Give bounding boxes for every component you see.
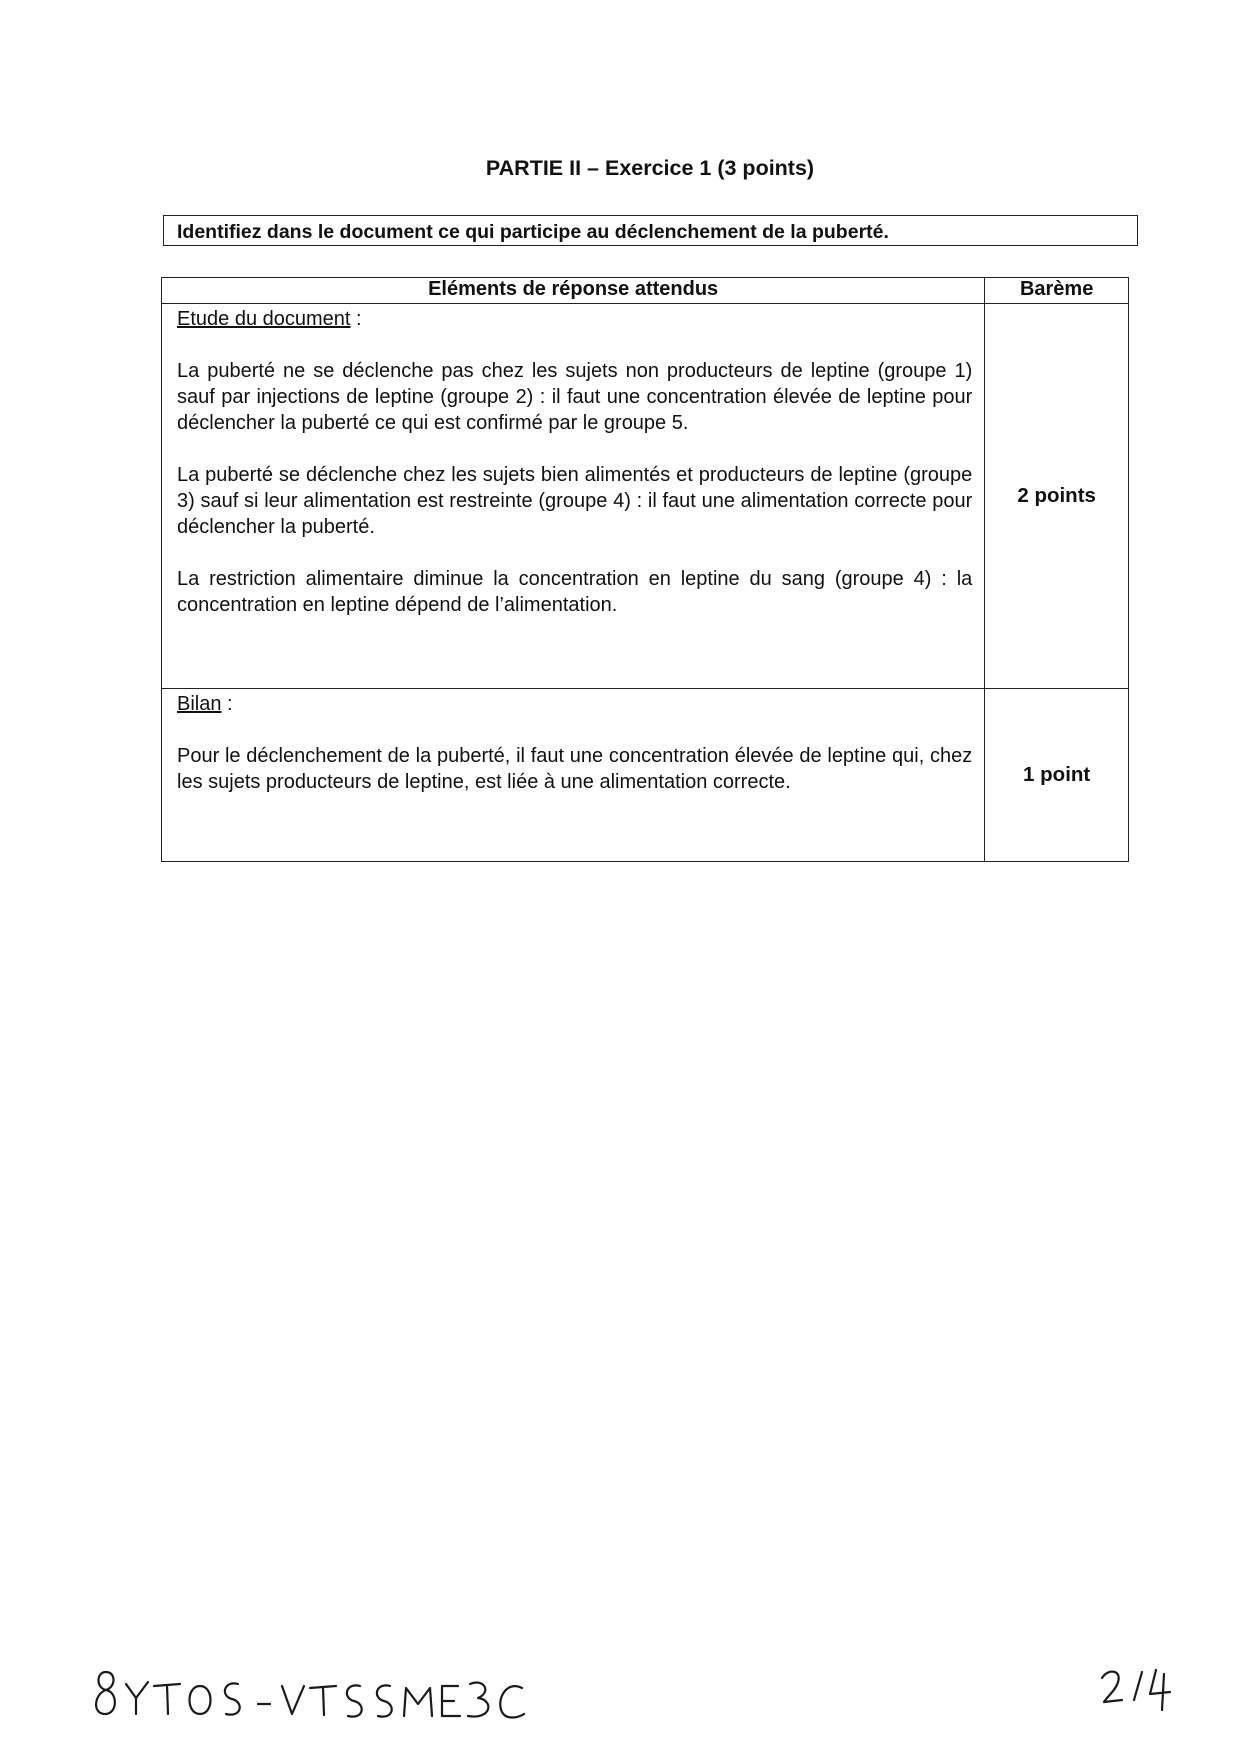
etude-heading-suffix: : [350,308,362,330]
etude-score: 2 points [985,304,1129,689]
bilan-score: 1 point [985,689,1129,862]
etude-paragraph-2: La puberté se déclenche chez les sujets bien alimentés et producteurs de leptine (groupe 3) sauf si leur alimentation est restreinte (groupe 4) : il faut une alimentation correcte pour déclencher la puberté. [177,464,973,538]
etude-heading-line [177,306,972,332]
instruction-text: Identifiez dans le document ce qui participe au déclenchement de la puberté. [177,221,889,243]
header-elements: Eléments de réponse attendus [162,278,985,304]
bilan-heading-line [177,691,972,717]
etude-heading: Etude du document [177,308,351,330]
table-row-bilan [162,689,1129,862]
bilan-heading: Bilan [177,693,222,715]
header-bareme: Barème [985,278,1129,304]
instruction-box [163,215,1138,246]
handwritten-page-number [1098,1660,1178,1720]
table-header-row [162,278,1129,304]
page-title: PARTIE II – Exercice 1 (3 points) [485,156,815,180]
bilan-cell [162,689,985,862]
bilan-heading-suffix: : [221,693,233,715]
handwritten-code [92,1658,532,1728]
etude-paragraph-3: La restriction alimentaire diminue la concentration en leptine du sang (groupe 4) : la concentration en leptine dépend de l’alimentation. [177,568,973,616]
table-row-etude [162,304,1129,689]
bilan-paragraph-1: Pour le déclenchement de la puberté, il faut une concentration élevée de leptine qui, chez les sujets producteurs de leptine, est liée à une alimentation correcte. [177,745,973,793]
answer-table [161,277,1129,862]
etude-cell [162,304,985,689]
etude-paragraph-1: La puberté ne se déclenche pas chez les sujets non producteurs de leptine (groupe 1) sauf par injections de leptine (groupe 2) : il faut une concentration élevée de leptine pour déclencher la puberté ce qui est confirmé par le groupe 5. [177,360,973,434]
